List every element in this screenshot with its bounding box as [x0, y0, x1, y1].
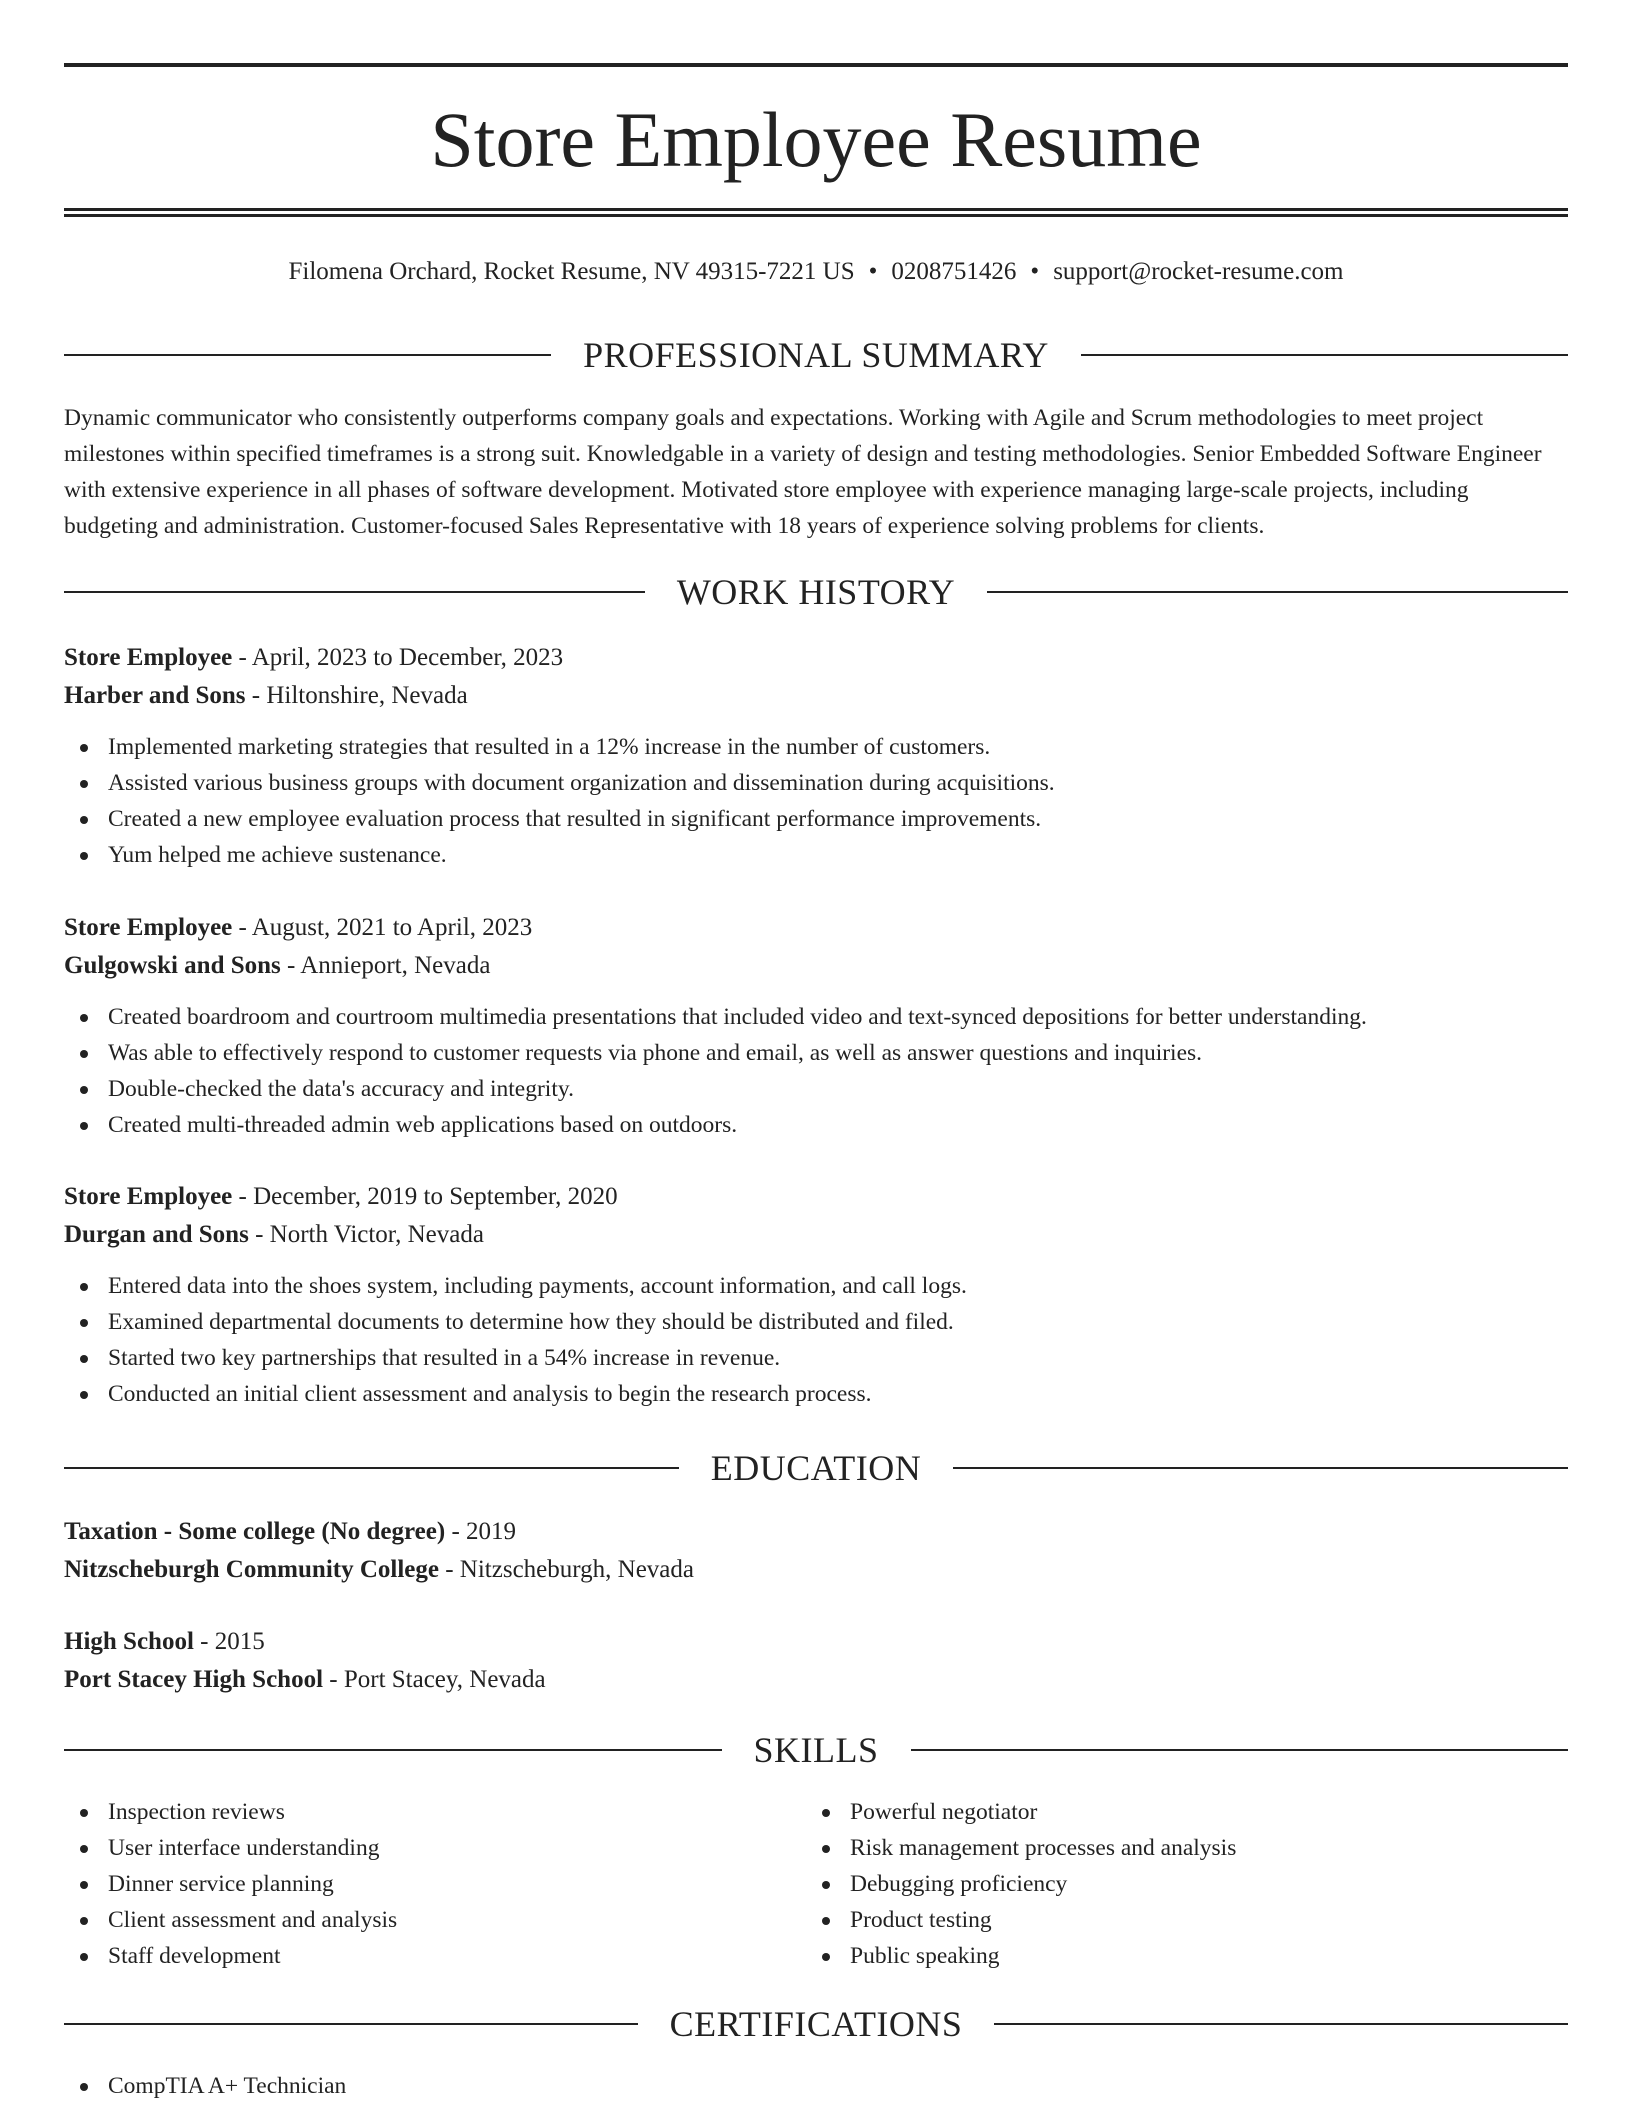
title-double-rule — [64, 208, 1568, 217]
job-title: Store Employee — [64, 644, 233, 671]
job-dates: - August, 2021 to April, 2023 — [232, 914, 533, 941]
section-title: EDUCATION — [710, 1448, 922, 1488]
section-heading-summary — [64, 333, 1568, 377]
divider-line — [953, 1467, 1568, 1469]
job-dates: - December, 2019 to September, 2020 — [232, 1183, 618, 1210]
job-title-line — [64, 639, 1568, 677]
skills-list — [806, 1794, 1506, 1974]
contact-line — [64, 254, 1568, 290]
job-company-line — [64, 1216, 1568, 1254]
job-company-line — [64, 677, 1568, 715]
job-bullet: Assisted various business groups with document organization and dissemination during acquisitions. — [64, 765, 1568, 801]
skill-item: Public speaking — [806, 1938, 1506, 1974]
education-degree-line — [64, 1623, 1568, 1661]
divider-line — [911, 1749, 1569, 1751]
skill-item: Inspection reviews — [64, 1794, 764, 1830]
skills-list — [64, 1794, 764, 1974]
job-location: - Hiltonshire, Nevada — [245, 682, 468, 709]
job-bullets — [64, 1268, 1568, 1412]
job-bullet: Examined departmental documents to determine how they should be distributed and filed. — [64, 1304, 1568, 1340]
summary-paragraph: Dynamic communicator who consistently outperforms company goals and expectations. Working with Agile and Scrum methodologies to meet project milestones within specified timeframes is a strong suit. Knowledgable in a variety of design and testing methodologies. Senior Embedded Software Engineer with extensive experience in all phases of software development. Motivated store employee with experience managing large-scale projects, including budgeting and administration. Customer-focused Sales Representative with 18 years of experience solving problems for clients. — [64, 405, 1542, 539]
skill-item: Debugging proficiency — [806, 1866, 1506, 1902]
contact-phone: 0208751426 — [891, 258, 1017, 285]
education-degree: Taxation - Some college (No degree) — [64, 1518, 446, 1545]
divider-line — [994, 2023, 1568, 2025]
education-school: Port Stacey High School — [64, 1666, 324, 1693]
skill-item: Dinner service planning — [64, 1866, 764, 1902]
education-year: - 2015 — [193, 1628, 265, 1655]
section-title: CERTIFICATIONS — [669, 2004, 963, 2044]
certification-item: CompTIA A+ Technician — [64, 2068, 1568, 2104]
job-entry — [64, 639, 1568, 873]
job-title-line — [64, 1178, 1568, 1216]
section-title: SKILLS — [753, 1730, 879, 1770]
job-location: - North Victor, Nevada — [248, 1221, 484, 1248]
certifications-list — [64, 2068, 1568, 2104]
divider-line — [64, 591, 645, 593]
section-heading-certifications — [64, 2002, 1568, 2046]
job-bullet: Implemented marketing strategies that resulted in a 12% increase in the number of customers. — [64, 729, 1568, 765]
job-location: - Annieport, Nevada — [280, 952, 491, 979]
job-bullet: Created a new employee evaluation process that resulted in significant performance improvements. — [64, 801, 1568, 837]
top-rule — [64, 63, 1568, 67]
job-bullets — [64, 999, 1568, 1143]
education-location: - Nitzscheburgh, Nevada — [438, 1556, 694, 1583]
contact-separator: • — [1030, 258, 1040, 285]
job-title: Store Employee — [64, 914, 233, 941]
skill-item: Client assessment and analysis — [64, 1902, 764, 1938]
job-company: Harber and Sons — [64, 682, 246, 709]
education-degree-line — [64, 1513, 1568, 1551]
certifications-entry — [64, 2068, 1568, 2104]
job-company-line — [64, 947, 1568, 985]
education-school-line — [64, 1551, 1568, 1589]
section-title: WORK HISTORY — [676, 572, 956, 612]
skill-item: Staff development — [64, 1938, 764, 1974]
divider-line — [64, 1467, 679, 1469]
section-heading-work-history — [64, 570, 1568, 614]
contact-separator: • — [868, 258, 878, 285]
divider-line — [64, 2023, 638, 2025]
education-school-line — [64, 1661, 1568, 1699]
education-location: - Port Stacey, Nevada — [323, 1666, 546, 1693]
job-bullet: Created boardroom and courtroom multimedia presentations that included video and text-synced depositions for better understanding. — [64, 999, 1568, 1035]
section-heading-skills — [64, 1728, 1568, 1772]
skill-item: User interface understanding — [64, 1830, 764, 1866]
section-title: PROFESSIONAL SUMMARY — [583, 335, 1049, 375]
job-entry — [64, 909, 1568, 1143]
education-entry — [64, 1513, 1568, 1589]
skill-item: Product testing — [806, 1902, 1506, 1938]
job-bullet: Started two key partnerships that resulted in a 54% increase in revenue. — [64, 1340, 1568, 1376]
job-bullet: Was able to effectively respond to customer requests via phone and email, as well as answer questions and inquiries. — [64, 1035, 1568, 1071]
job-entry — [64, 1178, 1568, 1412]
job-title: Store Employee — [64, 1183, 233, 1210]
divider-line — [1081, 354, 1568, 356]
divider-line — [64, 354, 551, 356]
job-bullet: Entered data into the shoes system, including payments, account information, and call logs. — [64, 1268, 1568, 1304]
skills-column-right — [806, 1794, 1506, 1974]
job-bullet: Yum helped me achieve sustenance. — [64, 837, 1568, 873]
job-bullets — [64, 729, 1568, 873]
job-dates: - April, 2023 to December, 2023 — [232, 644, 564, 671]
skill-item: Powerful negotiator — [806, 1794, 1506, 1830]
education-school: Nitzscheburgh Community College — [64, 1556, 439, 1583]
job-company: Gulgowski and Sons — [64, 952, 281, 979]
job-title-line — [64, 909, 1568, 947]
divider-line — [64, 1749, 722, 1751]
job-bullet: Double-checked the data's accuracy and integrity. — [64, 1071, 1568, 1107]
contact-address: Filomena Orchard, Rocket Resume, NV 49315-7221 US — [288, 258, 855, 285]
section-heading-education — [64, 1446, 1568, 1490]
job-bullet: Created multi-threaded admin web applications based on outdoors. — [64, 1107, 1568, 1143]
education-degree: High School — [64, 1628, 194, 1655]
education-year: - 2019 — [445, 1518, 517, 1545]
job-bullet: Conducted an initial client assessment and analysis to begin the research process. — [64, 1376, 1568, 1412]
resume-title: Store Employee Resume — [430, 96, 1202, 183]
skill-item: Risk management processes and analysis — [806, 1830, 1506, 1866]
divider-line — [987, 591, 1568, 593]
education-entry — [64, 1623, 1568, 1699]
job-company: Durgan and Sons — [64, 1221, 249, 1248]
contact-email: support@rocket-resume.com — [1053, 258, 1344, 285]
skills-column-left — [64, 1794, 764, 1974]
